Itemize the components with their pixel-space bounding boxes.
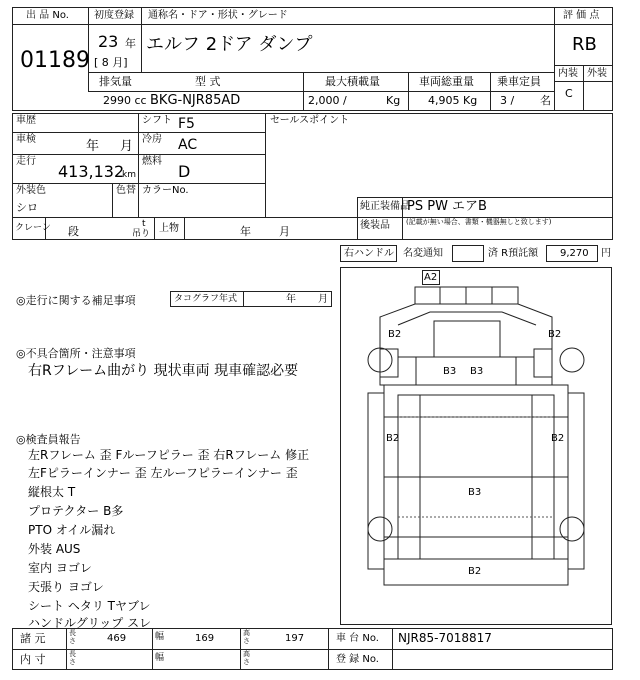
inspector-line: PTO オイル漏れ [28, 523, 116, 537]
inner-dimensions-label: 内 寸 [20, 653, 46, 666]
odometer-notice-label: 名変通知 [403, 248, 443, 259]
interior-score-label: 内装 [558, 68, 578, 79]
color-change-label: 色替 [116, 185, 136, 196]
width-value: 169 [195, 633, 215, 644]
interior-score: C [565, 87, 573, 100]
reg-year: 23 [98, 32, 119, 51]
car-name: エルフ 2ドア ダンプ [146, 34, 313, 55]
capacity-value: 2,000 / [308, 94, 347, 107]
displacement-label: 排気量 [99, 75, 132, 88]
inspection-month: 月 [120, 139, 134, 154]
recycle-label: 済 R預託額 [488, 248, 539, 259]
shift-value: F5 [178, 116, 195, 132]
damage-mark: B3 [443, 366, 457, 377]
reg-year-unit: 年 [125, 37, 136, 50]
capacity-label: 最大積載量 [325, 75, 380, 88]
inspector-line: ハンドルグリップ スレ [28, 616, 152, 630]
aftermarket-note: (記載が無い場合、書類・機器無しと致します) [406, 218, 552, 226]
cooling-label: 冷房 [142, 134, 162, 145]
history-label: 車歴 [16, 115, 36, 126]
inspector-line: 外装 AUS [28, 542, 81, 556]
listing-label: 上物 [159, 223, 179, 234]
exterior-score-label: 外装 [587, 68, 607, 79]
inspector-line: 縦根太 T [28, 485, 76, 499]
width-label: 幅 [155, 632, 165, 642]
cooling-value: AC [178, 137, 198, 153]
length-value: 469 [107, 633, 127, 644]
height-label: 高さ [243, 629, 250, 645]
damage-mark: A2 [424, 272, 438, 283]
chassis-value: NJR85-7018817 [398, 631, 492, 645]
damage-mark: B3 [470, 366, 484, 377]
inner-height-label: 高さ [243, 650, 250, 666]
dimensions-label: 諸 元 [20, 632, 46, 645]
damage-mark: B2 [551, 433, 565, 444]
inspector-line: 左Fピラーインナー 歪 左ルーフピラーインナー 歪 [28, 466, 298, 480]
inspector-line: プロテクター B多 [28, 504, 124, 518]
recycle-unit: 円 [601, 248, 611, 259]
damage-mark: B3 [468, 487, 482, 498]
damage-mark: B2 [468, 566, 482, 577]
tacho-month: 月 [318, 294, 328, 305]
model-value: BKG-NJR85AD [150, 93, 241, 108]
chassis-label: 車 台 No. [336, 633, 379, 644]
lot-label: 出 品 No. [26, 10, 69, 21]
score-label: 評 価 点 [563, 10, 600, 21]
lot-number: 01189 [20, 48, 90, 73]
listing-year: 年 [240, 225, 251, 238]
exterior-color-value: シロ [16, 201, 38, 214]
exterior-color-label: 外装色 [16, 185, 46, 196]
displacement-value: 2990 cc [103, 94, 147, 107]
car-name-label: 通称名・ドア・形状・グレード [148, 10, 288, 21]
score-value: RB [572, 34, 597, 55]
passengers-value: 3 / [500, 94, 515, 107]
odometer-notice-box [452, 245, 484, 262]
damage-mark: B2 [386, 433, 400, 444]
inner-length-label: 長さ [69, 650, 76, 666]
mileage-value: 413,132 [58, 162, 125, 181]
handle-value: 右ハンドル [344, 248, 394, 259]
inspector-line: シート ヘタリ Tヤブレ [28, 599, 151, 613]
damage-mark: B2 [388, 329, 402, 340]
inspector-line: 左Rフレーム 歪 Fルーフピラー 歪 右Rフレーム 修正 [28, 448, 310, 462]
tacho-year: 年 [286, 294, 296, 305]
inner-width-label: 幅 [155, 653, 165, 663]
defects-text: 右Rフレーム曲がり 現状車両 現車確認必要 [28, 363, 299, 379]
equipment-value: PS PW エアB [407, 199, 487, 214]
mileage-unit: km [122, 170, 136, 180]
listing-month: 月 [279, 225, 290, 238]
crane-label: クレーン [15, 223, 51, 233]
fuel-label: 燃料 [142, 156, 162, 167]
passengers-unit: 名 [540, 94, 551, 107]
damage-mark: B2 [548, 329, 562, 340]
length-label: 長さ [69, 629, 76, 645]
height-value: 197 [285, 633, 305, 644]
inspector-report-label: ◎検査員報告 [16, 433, 81, 446]
registration-no-label: 登 録 No. [336, 654, 379, 665]
gross-weight-label: 車両総重量 [419, 75, 474, 88]
defects-label: ◎不具合箇所・注意事項 [16, 347, 136, 360]
tacho-label: タコグラフ年式 [174, 294, 238, 304]
inspector-line: 室内 ヨゴレ [28, 561, 92, 575]
aftermarket-label: 後装品 [360, 220, 390, 231]
passengers-label: 乗車定員 [497, 75, 541, 88]
color-no-label: カラーNo. [142, 185, 189, 196]
fuel-value: D [178, 162, 191, 181]
capacity-unit: Kg [386, 94, 401, 107]
first-registration-label: 初度登録 [94, 10, 134, 21]
recycle-value: 9,270 [560, 248, 589, 259]
driving-notes-label: ◎走行に関する補足事項 [16, 294, 136, 307]
inspector-line: 天張り ヨゴレ [28, 580, 104, 594]
inspection-year: 年 [86, 139, 100, 154]
crane-hang: 吊り [132, 229, 151, 239]
shift-label: シフト [142, 115, 172, 126]
sales-point-label: セールスポイント [270, 115, 350, 126]
model-label: 型 式 [195, 75, 221, 88]
mileage-label: 走行 [16, 156, 36, 167]
crane-tons: t [142, 219, 146, 229]
crane-steps: 段 [68, 225, 79, 238]
inspection-label: 車検 [16, 134, 36, 145]
equipment-label: 純正装備品 [360, 201, 410, 212]
gross-weight-value: 4,905 Kg [428, 94, 478, 107]
reg-month: [ 8 月] [94, 56, 128, 69]
